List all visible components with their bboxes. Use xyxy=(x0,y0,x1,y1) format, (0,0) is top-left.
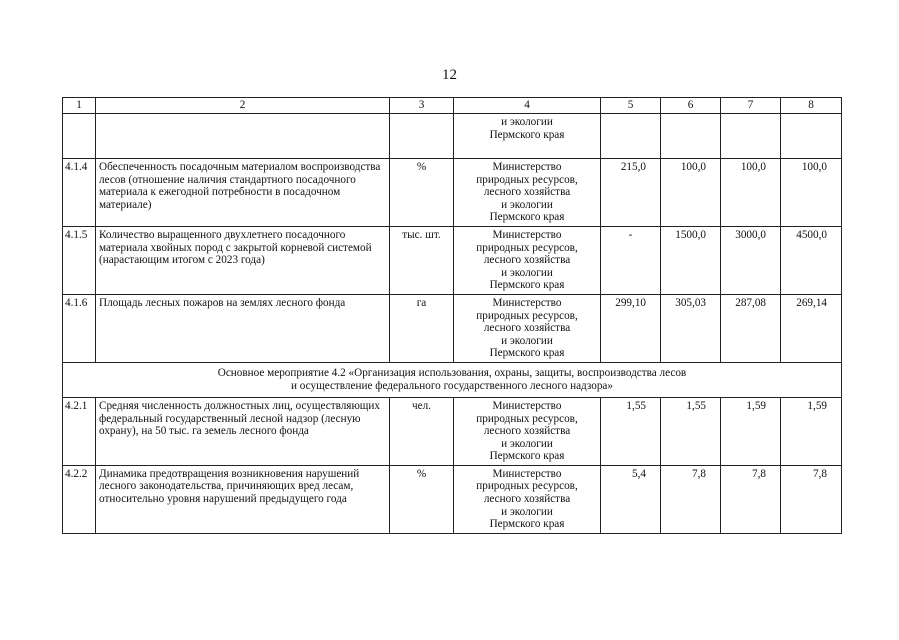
value-col6: 100,0 xyxy=(661,159,721,227)
value-col7: 287,08 xyxy=(721,294,781,362)
header-cell: 6 xyxy=(661,98,721,114)
table-row xyxy=(63,159,842,227)
value-col8: 4500,0 xyxy=(781,226,842,294)
value-col5: 299,10 xyxy=(601,294,661,362)
value-col7: 7,8 xyxy=(721,465,781,533)
table-cell xyxy=(63,114,96,159)
value-col5: 5,4 xyxy=(601,465,661,533)
table-row xyxy=(63,397,842,465)
page-number: 12 xyxy=(442,67,457,83)
header-cell: 1 xyxy=(63,98,96,114)
value-col7: 100,0 xyxy=(721,159,781,227)
value-col7: 3000,0 xyxy=(721,226,781,294)
table-cell xyxy=(721,114,781,159)
header-cell: 2 xyxy=(96,98,390,114)
table-row xyxy=(63,465,842,533)
value-col5: 1,55 xyxy=(601,397,661,465)
section-row xyxy=(63,362,842,397)
row-id: 4.2.2 xyxy=(63,465,96,533)
table-row xyxy=(63,226,842,294)
continuation-row xyxy=(63,114,842,159)
header-cell: 8 xyxy=(781,98,842,114)
table-cell xyxy=(661,114,721,159)
value-col5: - xyxy=(601,226,661,294)
indicator-name: Площадь лесных пожаров на землях лесного фонда xyxy=(96,294,390,362)
table-cell xyxy=(781,114,842,159)
header-cell: 3 xyxy=(390,98,454,114)
unit-cell: га xyxy=(390,294,454,362)
section-title: Основное мероприятие 4.2 «Организация использования, охраны, защиты, воспроизводства лесов и осуществление федерального государственного лесного надзора» xyxy=(63,362,842,397)
org-cell: Министерство природных ресурсов, лесного хозяйства и экологии Пермского края xyxy=(454,397,601,465)
value-col5: 215,0 xyxy=(601,159,661,227)
unit-cell: тыс. шт. xyxy=(390,226,454,294)
indicator-name: Обеспеченность посадочным материалом воспроизводства лесов (отношение наличия стандартного посадочного материала к ежегодной потребности в посадочном материале) xyxy=(96,159,390,227)
org-cell: и экологии Пермского края xyxy=(454,114,601,159)
row-id: 4.1.6 xyxy=(63,294,96,362)
row-id: 4.1.4 xyxy=(63,159,96,227)
value-col8: 7,8 xyxy=(781,465,842,533)
indicators-table xyxy=(62,97,842,534)
value-col8: 100,0 xyxy=(781,159,842,227)
value-col8: 269,14 xyxy=(781,294,842,362)
org-cell: Министерство природных ресурсов, лесного хозяйства и экологии Пермского края xyxy=(454,159,601,227)
table-cell xyxy=(96,114,390,159)
value-col8: 1,59 xyxy=(781,397,842,465)
header-cell: 4 xyxy=(454,98,601,114)
row-id: 4.1.5 xyxy=(63,226,96,294)
header-cell: 7 xyxy=(721,98,781,114)
value-col6: 1500,0 xyxy=(661,226,721,294)
table-cell xyxy=(390,114,454,159)
org-cell: Министерство природных ресурсов, лесного хозяйства и экологии Пермского края xyxy=(454,465,601,533)
value-col6: 7,8 xyxy=(661,465,721,533)
header-cell: 5 xyxy=(601,98,661,114)
value-col7: 1,59 xyxy=(721,397,781,465)
indicator-name: Средняя численность должностных лиц, осуществляющих федеральный государственный лесной надзор (лесную охрану), на 50 тыс. га земель лесного фонда xyxy=(96,397,390,465)
org-cell: Министерство природных ресурсов, лесного хозяйства и экологии Пермского края xyxy=(454,294,601,362)
unit-cell: % xyxy=(390,465,454,533)
unit-cell: % xyxy=(390,159,454,227)
value-col6: 1,55 xyxy=(661,397,721,465)
row-id: 4.2.1 xyxy=(63,397,96,465)
unit-cell: чел. xyxy=(390,397,454,465)
org-cell: Министерство природных ресурсов, лесного хозяйства и экологии Пермского края xyxy=(454,226,601,294)
indicator-name: Количество выращенного двухлетнего посадочного материала хвойных пород с закрытой корневой системой (нарастающим итогом с 2023 года) xyxy=(96,226,390,294)
table-row xyxy=(63,294,842,362)
indicator-name: Динамика предотвращения возникновения нарушений лесного законодательства, причиняющих вред лесам, относительно уровня нарушений предыдущего года xyxy=(96,465,390,533)
table-cell xyxy=(601,114,661,159)
value-col6: 305,03 xyxy=(661,294,721,362)
header-row xyxy=(63,98,842,114)
